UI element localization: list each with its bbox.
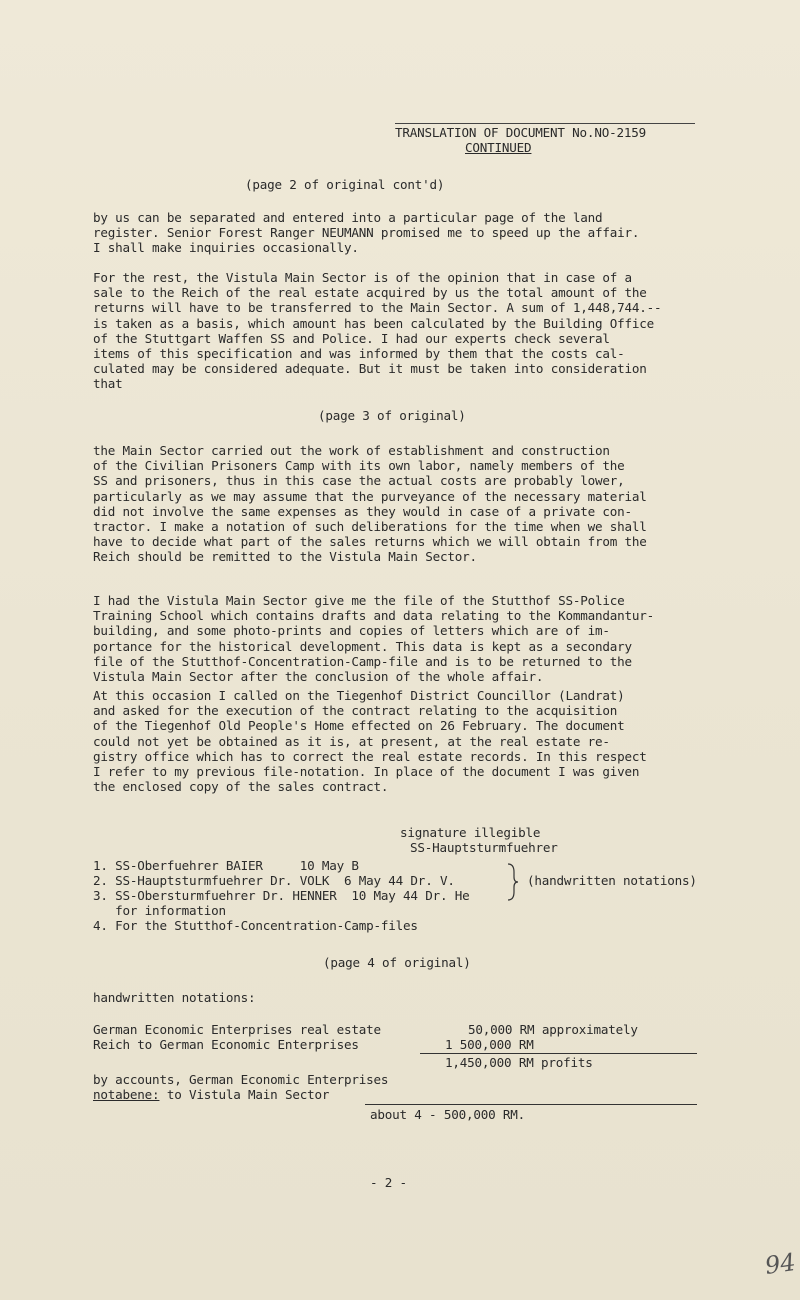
signature-illegible: signature illegible xyxy=(400,825,541,840)
paragraph-line: did not involve the same expenses as they would in case of a private con- xyxy=(93,503,632,519)
paragraph-line: register. Senior Forest Ranger NEUMANN promised me to speed up the affair. xyxy=(93,225,640,241)
paragraph-line: sale to the Reich of the real estate acquired by us the total amount of the xyxy=(93,285,647,301)
header-title: TRANSLATION OF DOCUMENT No.NO-2159 xyxy=(395,123,695,140)
header-continued: CONTINUED xyxy=(465,140,532,156)
paragraph-line: have to decide what part of the sales returns which we will obtain from the xyxy=(93,534,647,550)
paragraph-line: is taken as a basis, which amount has been calculated by the Building Office xyxy=(93,315,655,331)
signature-rank: SS-Hauptsturmfuehrer xyxy=(410,840,558,855)
distribution-item: 4. For the Stutthof-Concentration-Camp-files xyxy=(93,918,418,933)
document-header xyxy=(395,123,695,155)
notabene-label: notabene: xyxy=(93,1087,160,1102)
paragraph-line: the Main Sector carried out the work of establishment and construction xyxy=(93,443,610,458)
page4-label: (page 4 of original) xyxy=(323,955,471,970)
paragraph-line: building, and some photo-prints and copies of letters which are of im- xyxy=(93,623,610,639)
paragraph-line: culated may be considered adequate. But it must be taken into consideration xyxy=(93,361,647,377)
brace-icon xyxy=(505,862,519,902)
calc-row-label: Reich to German Economic Enterprises xyxy=(93,1037,359,1052)
paragraph-2 xyxy=(93,270,733,392)
distribution-item: 2. SS-Hauptsturmfuehrer Dr. VOLK 6 May 44 Dr. V. xyxy=(93,873,455,888)
paragraph-line: I refer to my previous file-notation. In place of the document I was given xyxy=(93,764,640,780)
paragraph-5 xyxy=(93,688,733,794)
handwritten-label: handwritten notations: xyxy=(93,990,256,1005)
page3-label: (page 3 of original) xyxy=(318,408,466,423)
paragraph-line: I shall make inquiries occasionally. xyxy=(93,240,359,256)
calc-rule xyxy=(365,1104,697,1105)
paragraph-line: For the rest, the Vistula Main Sector is of the opinion that in case of a xyxy=(93,270,632,285)
paragraph-line: that xyxy=(93,376,123,392)
calc-row-label: by accounts, German Economic Enterprises xyxy=(93,1072,389,1087)
page2-label: (page 2 of original cont'd) xyxy=(245,177,445,192)
notabene-text: to Vistula Main Sector xyxy=(159,1087,330,1102)
paragraph-line: I had the Vistula Main Sector give me the file of the Stutthof SS-Police xyxy=(93,593,625,608)
distribution-item: for information xyxy=(93,903,226,918)
paragraph-line: of the Tiegenhof Old People's Home effected on 26 February. The document xyxy=(93,718,625,734)
paragraph-line: returns will have to be transferred to the Main Sector. A sum of 1,448,744.-- xyxy=(93,300,662,316)
paragraph-line: Training School which contains drafts and data relating to the Kommandantur- xyxy=(93,608,655,624)
paragraph-line: tractor. I make a notation of such deliberations for the time when we shall xyxy=(93,519,647,535)
calc-rule xyxy=(420,1053,697,1054)
paragraph-1 xyxy=(93,210,733,256)
handwritten-tag: (handwritten notations) xyxy=(527,873,697,888)
calc-row-label xyxy=(93,1087,329,1102)
paragraph-line: Vistula Main Sector after the conclusion of the whole affair. xyxy=(93,669,544,685)
paragraph-line: of the Civilian Prisoners Camp with its own labor, namely members of the xyxy=(93,458,625,474)
calc-value: 1,450,000 RM profits xyxy=(445,1055,593,1070)
page-number: - 2 - xyxy=(370,1175,407,1190)
calc-value: 1 500,000 RM xyxy=(445,1037,534,1052)
paragraph-line: SS and prisoners, thus in this case the actual costs are probably lower, xyxy=(93,473,625,489)
calc-total: about 4 - 500,000 RM. xyxy=(370,1107,526,1122)
paragraph-line: the enclosed copy of the sales contract. xyxy=(93,779,389,795)
calc-value: 50,000 RM approximately xyxy=(468,1022,638,1037)
paragraph-line: gistry office which has to correct the real estate records. In this respect xyxy=(93,748,647,764)
paragraph-4 xyxy=(93,593,733,684)
paragraph-3 xyxy=(93,443,733,565)
calc-row-label: German Economic Enterprises real estate xyxy=(93,1022,381,1037)
paragraph-line: items of this specification and was informed by them that the costs cal- xyxy=(93,346,625,362)
paragraph-line: portance for the historical development. This data is kept as a secondary xyxy=(93,638,632,654)
paragraph-line: Reich should be remitted to the Vistula Main Sector. xyxy=(93,549,477,565)
paragraph-line: file of the Stutthof-Concentration-Camp-file and is to be returned to the xyxy=(93,653,632,669)
paragraph-line: of the Stuttgart Waffen SS and Police. I had our experts check several xyxy=(93,330,610,346)
paragraph-line: At this occasion I called on the Tiegenhof District Councillor (Landrat) xyxy=(93,688,625,703)
paragraph-line: particularly as we may assume that the purveyance of the necessary material xyxy=(93,488,647,504)
distribution-item: 1. SS-Oberfuehrer BAIER 10 May B xyxy=(93,858,359,873)
handwritten-page-mark: 94 xyxy=(763,1248,798,1280)
paragraph-line: and asked for the execution of the contract relating to the acquisition xyxy=(93,703,618,719)
paragraph-line: by us can be separated and entered into a particular page of the land xyxy=(93,210,603,225)
distribution-item: 3. SS-Obersturmfuehrer Dr. HENNER 10 May 44 Dr. He xyxy=(93,888,470,903)
paragraph-line: could not yet be obtained as it is, at present, at the real estate re- xyxy=(93,733,610,749)
